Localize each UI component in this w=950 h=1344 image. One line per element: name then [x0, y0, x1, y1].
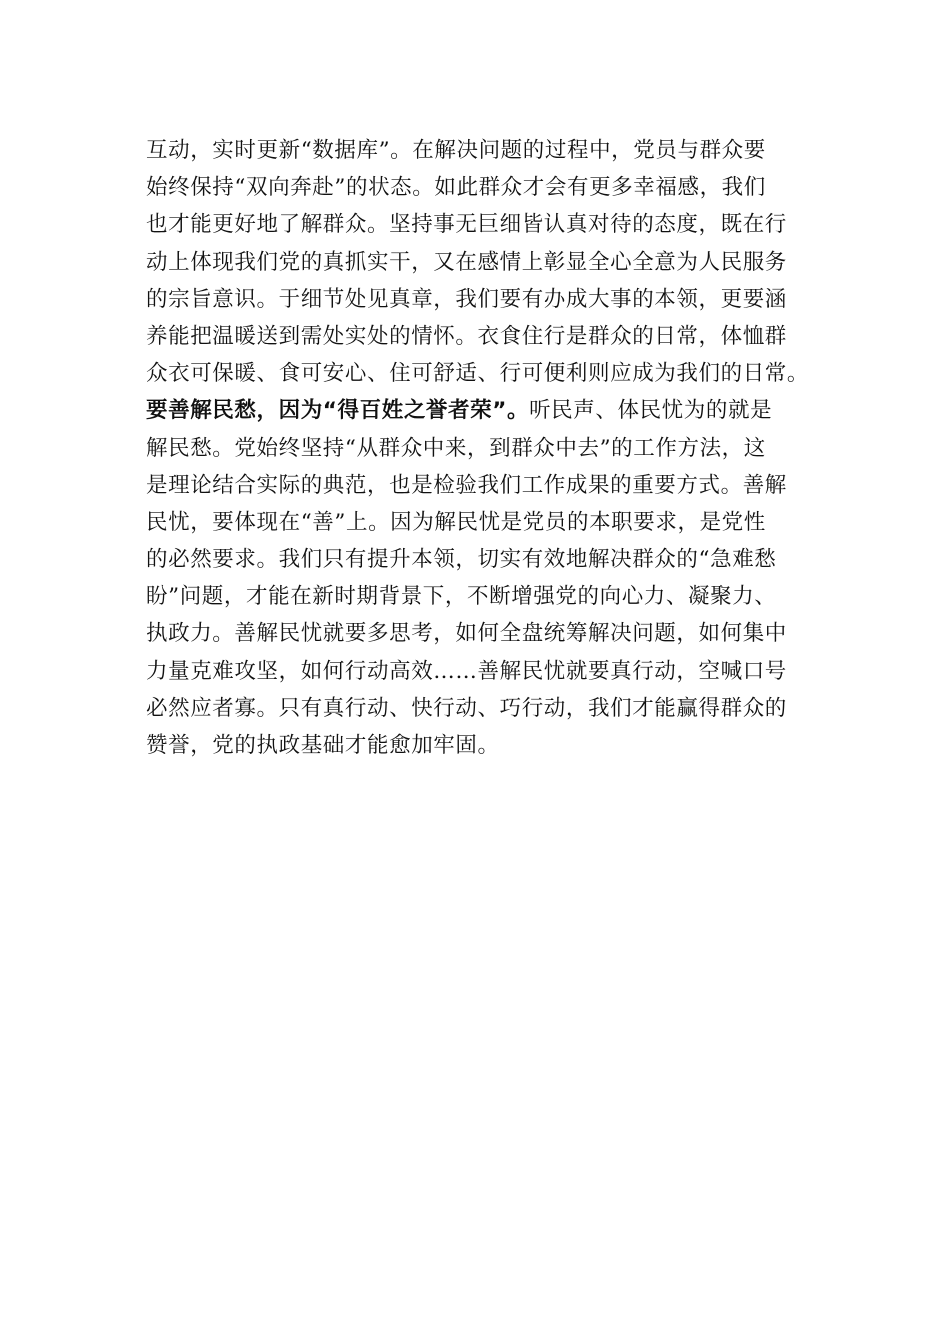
- line-text: 赞誉，党的执政基础才能愈加牢固。: [146, 733, 500, 758]
- text-line: [146, 281, 826, 318]
- line-text: 也才能更好地了解群众。坚持事无巨细皆认真对待的态度，既在行: [146, 212, 787, 238]
- body-text: [146, 132, 826, 764]
- line-text: 养能把温暖送到需处实处的情怀。衣食住行是群众的日常，体恤群: [146, 323, 787, 349]
- text-line: [146, 467, 826, 504]
- text-line: [146, 690, 826, 727]
- text-line: [146, 653, 826, 690]
- line-text: 是理论结合实际的典范，也是检验我们工作成果的重要方式。善解: [146, 472, 787, 498]
- text-line: [146, 504, 826, 541]
- line-text: 动上体现我们党的真抓实干，又在感情上彰显全心全意为人民服务: [146, 249, 787, 275]
- bold-heading-text: 要善解民愁，因为“得百姓之誉者荣”。: [146, 398, 530, 424]
- text-line: [146, 615, 826, 652]
- line-text: 众衣可保暖、食可安心、住可舒适、行可便利则应成为我们的日常。: [146, 361, 810, 387]
- line-text: 听民声、体民忧为的就是: [529, 398, 773, 424]
- line-text: 的宗旨意识。于细节处见真章，我们要有办成大事的本领，更要涵: [146, 286, 787, 312]
- line-text: 民忧，要体现在“善”上。因为解民忧是党员的本职要求，是党性: [146, 509, 766, 535]
- line-text: 互动，实时更新“数据库”。在解决问题的过程中，党员与群众要: [146, 138, 766, 163]
- line-text: 盼”问题，才能在新时期背景下，不断增强党的向心力、凝聚力、: [146, 584, 777, 610]
- line-text: 解民愁。党始终坚持“从群众中来，到群众中去”的工作方法，这: [146, 435, 766, 461]
- text-line: [146, 541, 826, 578]
- line-text: 的必然要求。我们只有提升本领，切实有效地解决群众的“急难愁: [146, 547, 777, 573]
- line-text: 执政力。善解民忧就要多思考，如何全盘统筹解决问题，如何集中: [146, 621, 787, 647]
- text-line: [146, 392, 826, 429]
- text-line: [146, 355, 826, 392]
- text-line: [146, 244, 826, 281]
- text-line: [146, 727, 826, 764]
- line-text: 力量克难攻坚，如何行动高效……善解民忧就要真行动，空喊口号: [146, 658, 787, 684]
- line-text: 始终保持“双向奔赴”的状态。如此群众才会有更多幸福感，我们: [146, 175, 766, 201]
- text-line: [146, 169, 826, 206]
- text-line: [146, 318, 826, 355]
- text-line: [146, 132, 826, 169]
- line-text: 必然应者寡。只有真行动、快行动、巧行动，我们才能赢得群众的: [146, 695, 787, 721]
- text-line: [146, 206, 826, 243]
- text-line: [146, 430, 826, 467]
- text-line: [146, 578, 826, 615]
